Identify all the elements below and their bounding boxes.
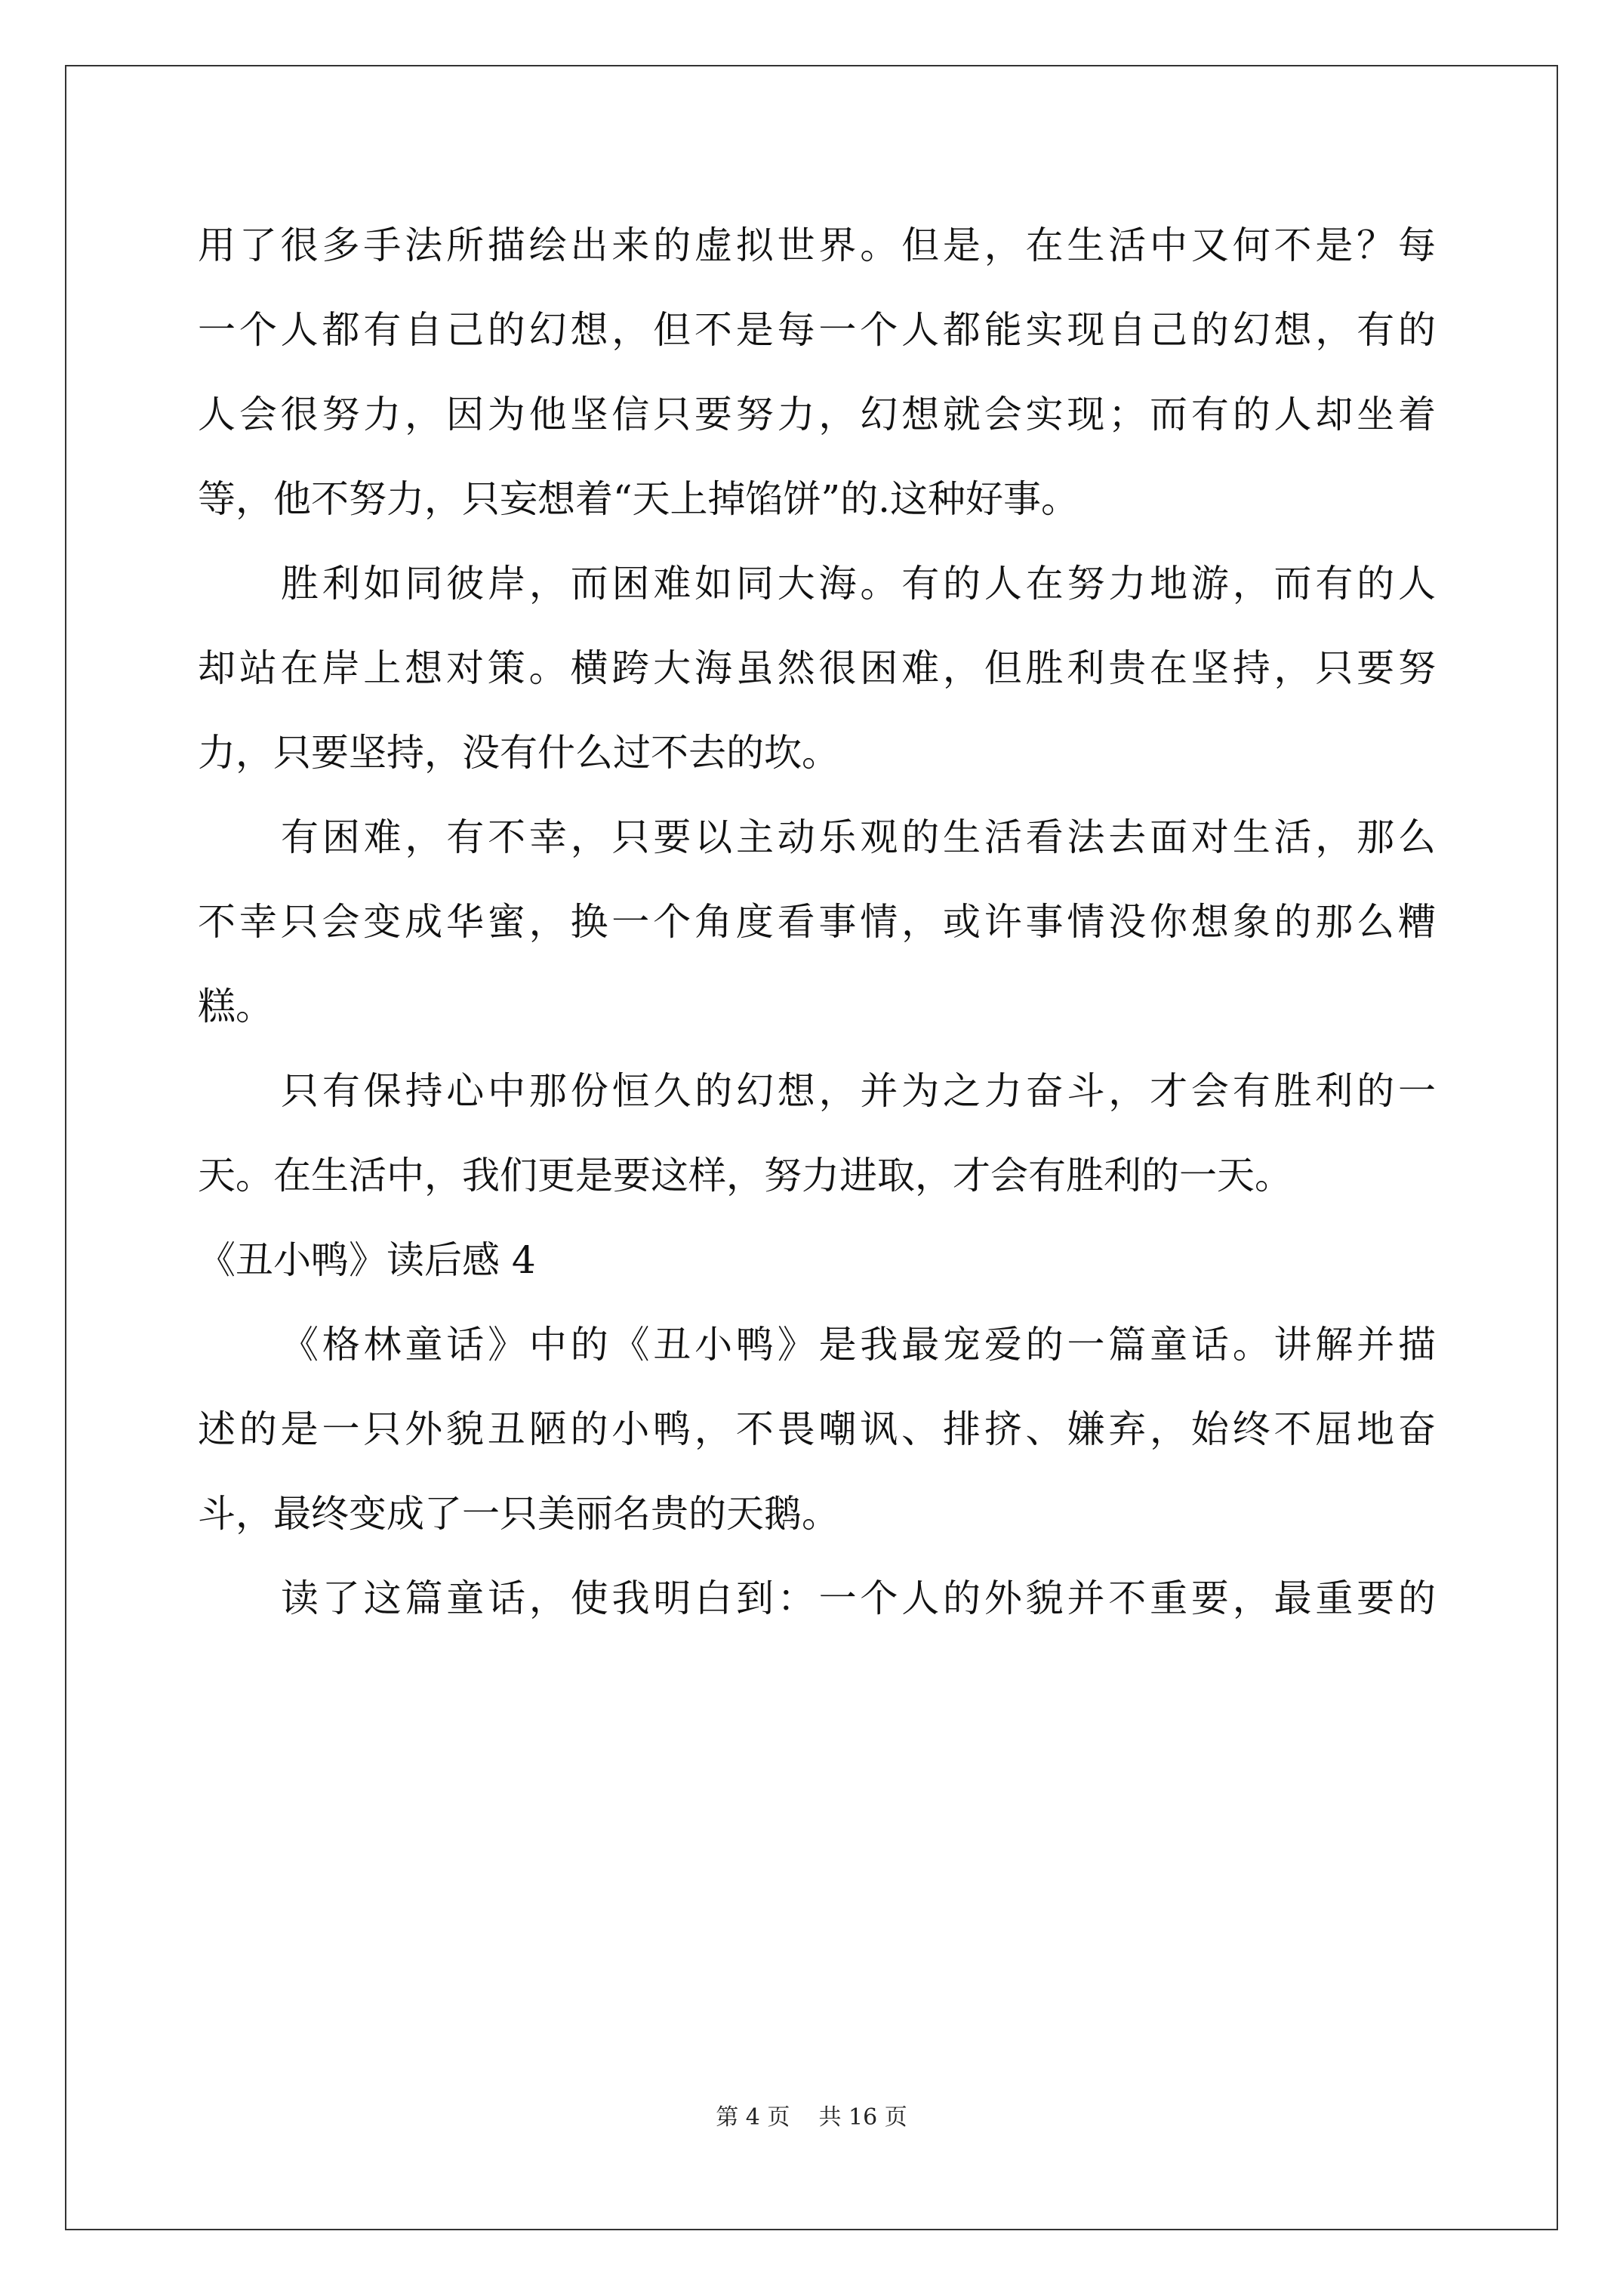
page-footer: 第 4 页 共 16 页 bbox=[716, 2104, 907, 2131]
text-line: 却站在岸上想对策。横跨大海虽然很困难，但胜利贵在坚持，只要努 bbox=[198, 646, 1436, 690]
text-line: 斗，最终变成了一只美丽名贵的天鹅。 bbox=[198, 1492, 839, 1536]
paragraph-first-line: 读了这篇童话，使我明白到：一个人的外貌并不重要，最重要的 bbox=[281, 1576, 1436, 1620]
text-line: 述的是一只外貌丑陋的小鸭，不畏嘲讽、排挤、嫌弃，始终不屈地奋 bbox=[198, 1407, 1436, 1451]
paragraph-first-line: 胜利如同彼岸，而困难如同大海。有的人在努力地游，而有的人 bbox=[281, 562, 1436, 606]
text-line: 等，他不努力，只妄想着“天上掉馅饼”的.这种好事。 bbox=[198, 477, 1079, 521]
text-line: 一个人都有自己的幻想，但不是每一个人都能实现自己的幻想，有的 bbox=[198, 308, 1436, 352]
text-line: 不幸只会变成华蜜，换一个角度看事情，或许事情没你想象的那么糟 bbox=[198, 900, 1436, 944]
text-line: 糕。 bbox=[198, 985, 273, 1028]
paragraph-first-line: 《格林童话》中的《丑小鸭》是我最宠爱的一篇童话。讲解并描 bbox=[281, 1323, 1436, 1367]
text-line: 天。在生活中，我们更是要这样，努力进取，才会有胜利的一天。 bbox=[198, 1154, 1292, 1197]
paragraph-first-line: 只有保持心中那份恒久的幻想，并为之力奋斗，才会有胜利的一 bbox=[281, 1069, 1436, 1113]
page-border bbox=[65, 65, 1558, 2230]
text-line: 人会很努力，因为他坚信只要努力，幻想就会实现；而有的人却坐着 bbox=[198, 393, 1436, 436]
text-line: 用了很多手法所描绘出来的虚拟世界。但是，在生活中又何不是？每 bbox=[198, 223, 1436, 267]
section-heading: 《丑小鸭》读后感 4 bbox=[198, 1238, 536, 1282]
text-line: 力，只要坚持，没有什么过不去的坎。 bbox=[198, 731, 839, 775]
paragraph-first-line: 有困难，有不幸，只要以主动乐观的生活看法去面对生活，那么 bbox=[281, 815, 1436, 859]
